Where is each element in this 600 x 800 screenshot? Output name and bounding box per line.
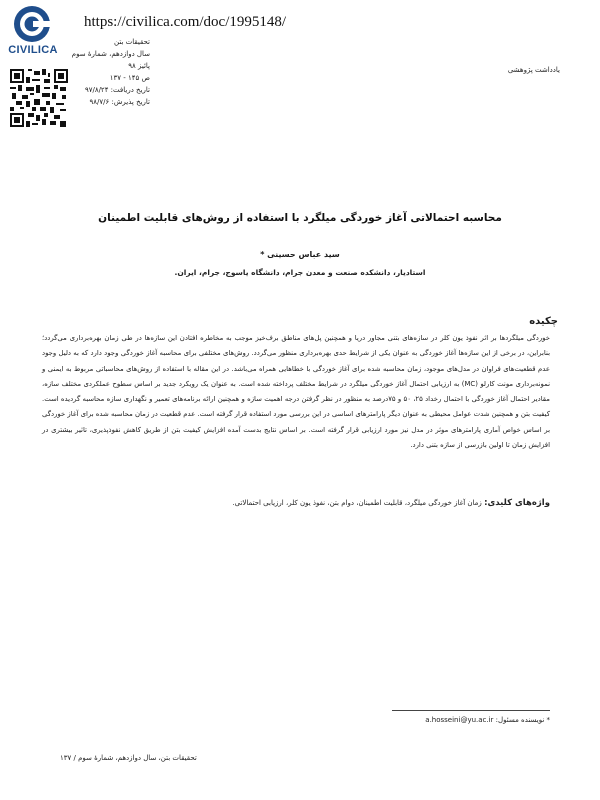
journal-info — [70, 36, 150, 108]
journal-season: پائیز ۹۸ — [128, 62, 150, 70]
author-name: سید عباس حسینی * — [260, 250, 340, 259]
paper-title: محاسبه احتمالاتی آغاز خوردگی میلگرد با استفاده از روش‌های قابلیت اطمینان — [98, 212, 502, 224]
received-date: تاریخ دریافت: ۹۷/۸/۲۴ — [84, 86, 150, 94]
qr-code-icon — [10, 66, 68, 130]
civilica-logo — [4, 4, 58, 62]
abstract-body: خوردگی میلگردها بر اثر نفوذ یون کلر در سازه‌های بتنی مجاور دریا و همچنین پل‌های مناطق برف‌خیز موجب به مخاطره افتادن این سازه‌ها در طی زمان بهره‌برداری می‌گردد؛ بنابراین، در برخی از این سازه‌ها آغاز خوردگی به عنوان یکی از شرایط حدی بهره‌برداری منظور می‌گردد. روش‌های مختلفی برای محاسبه آغاز خوردگی وجود دارد که به دلیل وجود عدم قطعیت‌های فراوان در مدل‌های موجود، زمان محاسبه شده برای آغاز خوردگی با خطاهایی همراه می‌باشد. در این مقاله با استفاده از روش‌های محاسباتی مربوط به ایمنی و نمونه‌برداری مونت کارلو (MC) به ارزیابی احتمال آغاز خوردگی میلگرد در شرایط مختلف پرداخته شده است. به عنوان یک رویکرد جدید بر اساس سطوح عملکردی مختلف سازه، مقادیر احتمال آغاز خوردگی با احتمال رخداد ۲۵، ۵۰ و ۷۵درصد به منظور در نظر گرفتن درجه اهمیت سازه و همچنین ارائه برنامه‌های تعمیر و نگهداری سازه محاسبه گردیده است. کیفیت بتن و همچنین شدت عوامل محیطی به عنوان دیگر پارامترهای اساسی در این بررسی مورد استفاده قرار گرفته است. عدم قطعیت در زمان محاسبه شده برای آغاز خوردگی بر اساس خواص آماری پارامترهای موثر در مدل نیز مورد ارزیابی قرار گرفته است. بر اساس نتایج بدست آمده افزایش کیفیت بتن از طریق کاهش نفوذپذیری، تاثیر بیشتری در افزایش زمان تا اولین بازرسی از سازه بتنی دارد. — [42, 334, 550, 450]
journal-name: تحقیقات بتن — [114, 38, 150, 46]
journal-pages: ص ۱۴۵ - ۱۳۷ — [109, 74, 150, 82]
document-url[interactable]: https://civilica.com/doc/1995148/ — [84, 14, 287, 30]
keywords-text: زمان آغاز خوردگی میلگرد، قابلیت اطمینان، دوام بتن، نفوذ یون کلر، ارزیابی احتمالاتی. — [232, 499, 482, 507]
logo-text: CIVILICA — [8, 44, 58, 56]
accepted-date: تاریخ پذیرش: ۹۸/۷/۶ — [89, 98, 150, 106]
abstract-heading: چکیده — [529, 316, 558, 327]
author-affiliation: استادیار، دانشکده صنعت و معدن جرام، دانشگاه یاسوج، جرام، ایران. — [174, 268, 426, 277]
footnote-divider — [392, 710, 550, 711]
corresponding-author-footnote: * نویسنده مسئول: a.hosseini@yu.ac.ir — [425, 716, 550, 724]
page-footer: تحقیقات بتن، سال دوازدهم، شمارهٔ سوم / ۱۳۷ — [60, 754, 197, 762]
keywords — [60, 498, 550, 508]
journal-volume: سال دوازدهم، شمارهٔ سوم — [71, 50, 150, 58]
keywords-label: واژه‌های کلیدی: — [484, 498, 550, 508]
civilica-logo-icon — [12, 4, 52, 44]
document-type: یادداشت پژوهشی — [507, 66, 560, 74]
